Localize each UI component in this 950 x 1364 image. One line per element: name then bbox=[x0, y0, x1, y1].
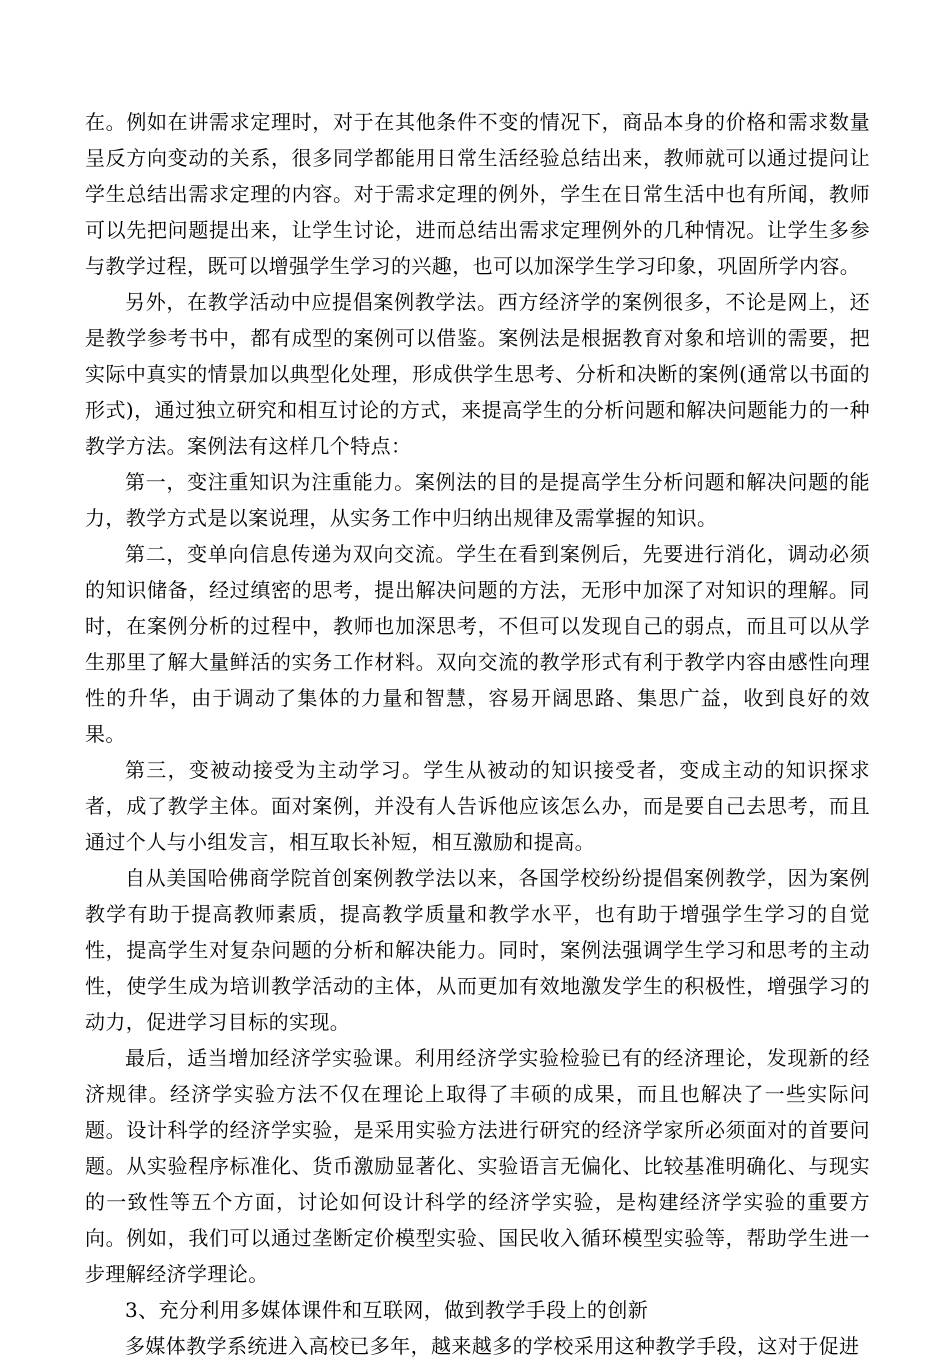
body-text bbox=[85, 104, 870, 1364]
paragraph-continuation: 在。例如在讲需求定理时，对于在其他条件不变的情况下，商品本身的价格和需求数量呈反方向变动的关系，很多同学都能用日常生活经验总结出来，教师就可以通过提问让学生总结出需求定理的内容。对于需求定理的例外，学生在日常生活中也有所闻，教师可以先把问题提出来，让学生讨论，进而总结出需求定理例外的几种情况。让学生多参与教学过程，既可以增强学生学习的兴趣，也可以加深学生学习印象，巩固所学内容。 bbox=[85, 110, 870, 278]
paragraph-case-method: 另外，在教学活动中应提倡案例教学法。西方经济学的案例很多，不论是网上，还是教学参考书中，都有成型的案例可以借鉴。案例法是根据教育对象和培训的需要，把实际中真实的情景加以典型化处理，形成供学生思考、分析和决断的案例(通常以书面的形式)，通过独立研究和相互讨论的方式，来提高学生的分析问题和解决问题能力的一种教学方法。案例法有这样几个特点： bbox=[85, 290, 870, 458]
paragraph-feature-3: 第三，变被动接受为主动学习。学生从被动的知识接受者，变成主动的知识探求者，成了教学主体。面对案例，并没有人告诉他应该怎么办，而是要自己去思考，而且通过个人与小组发言，相互取长补短，相互激励和提高。 bbox=[85, 758, 870, 854]
section-heading-multimedia: 3、充分利用多媒体课件和互联网，做到教学手段上的创新 bbox=[125, 1298, 649, 1322]
paragraph-harvard: 自从美国哈佛商学院首创案例教学法以来，各国学校纷纷提倡案例教学，因为案例教学有助于提高教师素质，提高教学质量和教学水平，也有助于增强学生学习的自觉性，提高学生对复杂问题的分析和解决能力。同时，案例法强调学生学习和思考的主动性，使学生成为培训教学活动的主体，从而更加有效地激发学生的积极性，增强学习的动力，促进学习目标的实现。 bbox=[85, 866, 870, 1034]
paragraph-multimedia: 多媒体教学系统进入高校已多年，越来越多的学校采用这种教学手段，这对于促进 bbox=[125, 1334, 860, 1358]
paragraph-experiment: 最后，适当增加经济学实验课。利用经济学实验检验已有的经济理论，发现新的经济规律。经济学实验方法不仅在理论上取得了丰硕的成果，而且也解决了一些实际问题。设计科学的经济学实验，是采用实验方法进行研究的经济学家所必须面对的首要问题。从实验程序标准化、货币激励显著化、实验语言无偏化、比较基准明确化、与现实的一致性等五个方面，讨论如何设计科学的经济学实验，是构建经济学实验的重要方向。例如，我们可以通过垄断定价模型实验、国民收入循环模型实验等，帮助学生进一步理解经济学理论。 bbox=[85, 1046, 870, 1286]
paragraph-feature-1: 第一，变注重知识为注重能力。案例法的目的是提高学生分析问题和解决问题的能力，教学方式是以案说理，从实务工作中归纳出规律及需掌握的知识。 bbox=[85, 470, 870, 530]
paragraph-feature-2: 第二，变单向信息传递为双向交流。学生在看到案例后，先要进行消化，调动必须的知识储备，经过缜密的思考，提出解决问题的方法，无形中加深了对知识的理解。同时，在案例分析的过程中，教师也加深思考，不但可以发现自己的弱点，而且可以从学生那里了解大量鲜活的实务工作材料。双向交流的教学形式有利于教学内容由感性向理性的升华，由于调动了集体的力量和智慧，容易开阔思路、集思广益，收到良好的效果。 bbox=[85, 542, 870, 746]
